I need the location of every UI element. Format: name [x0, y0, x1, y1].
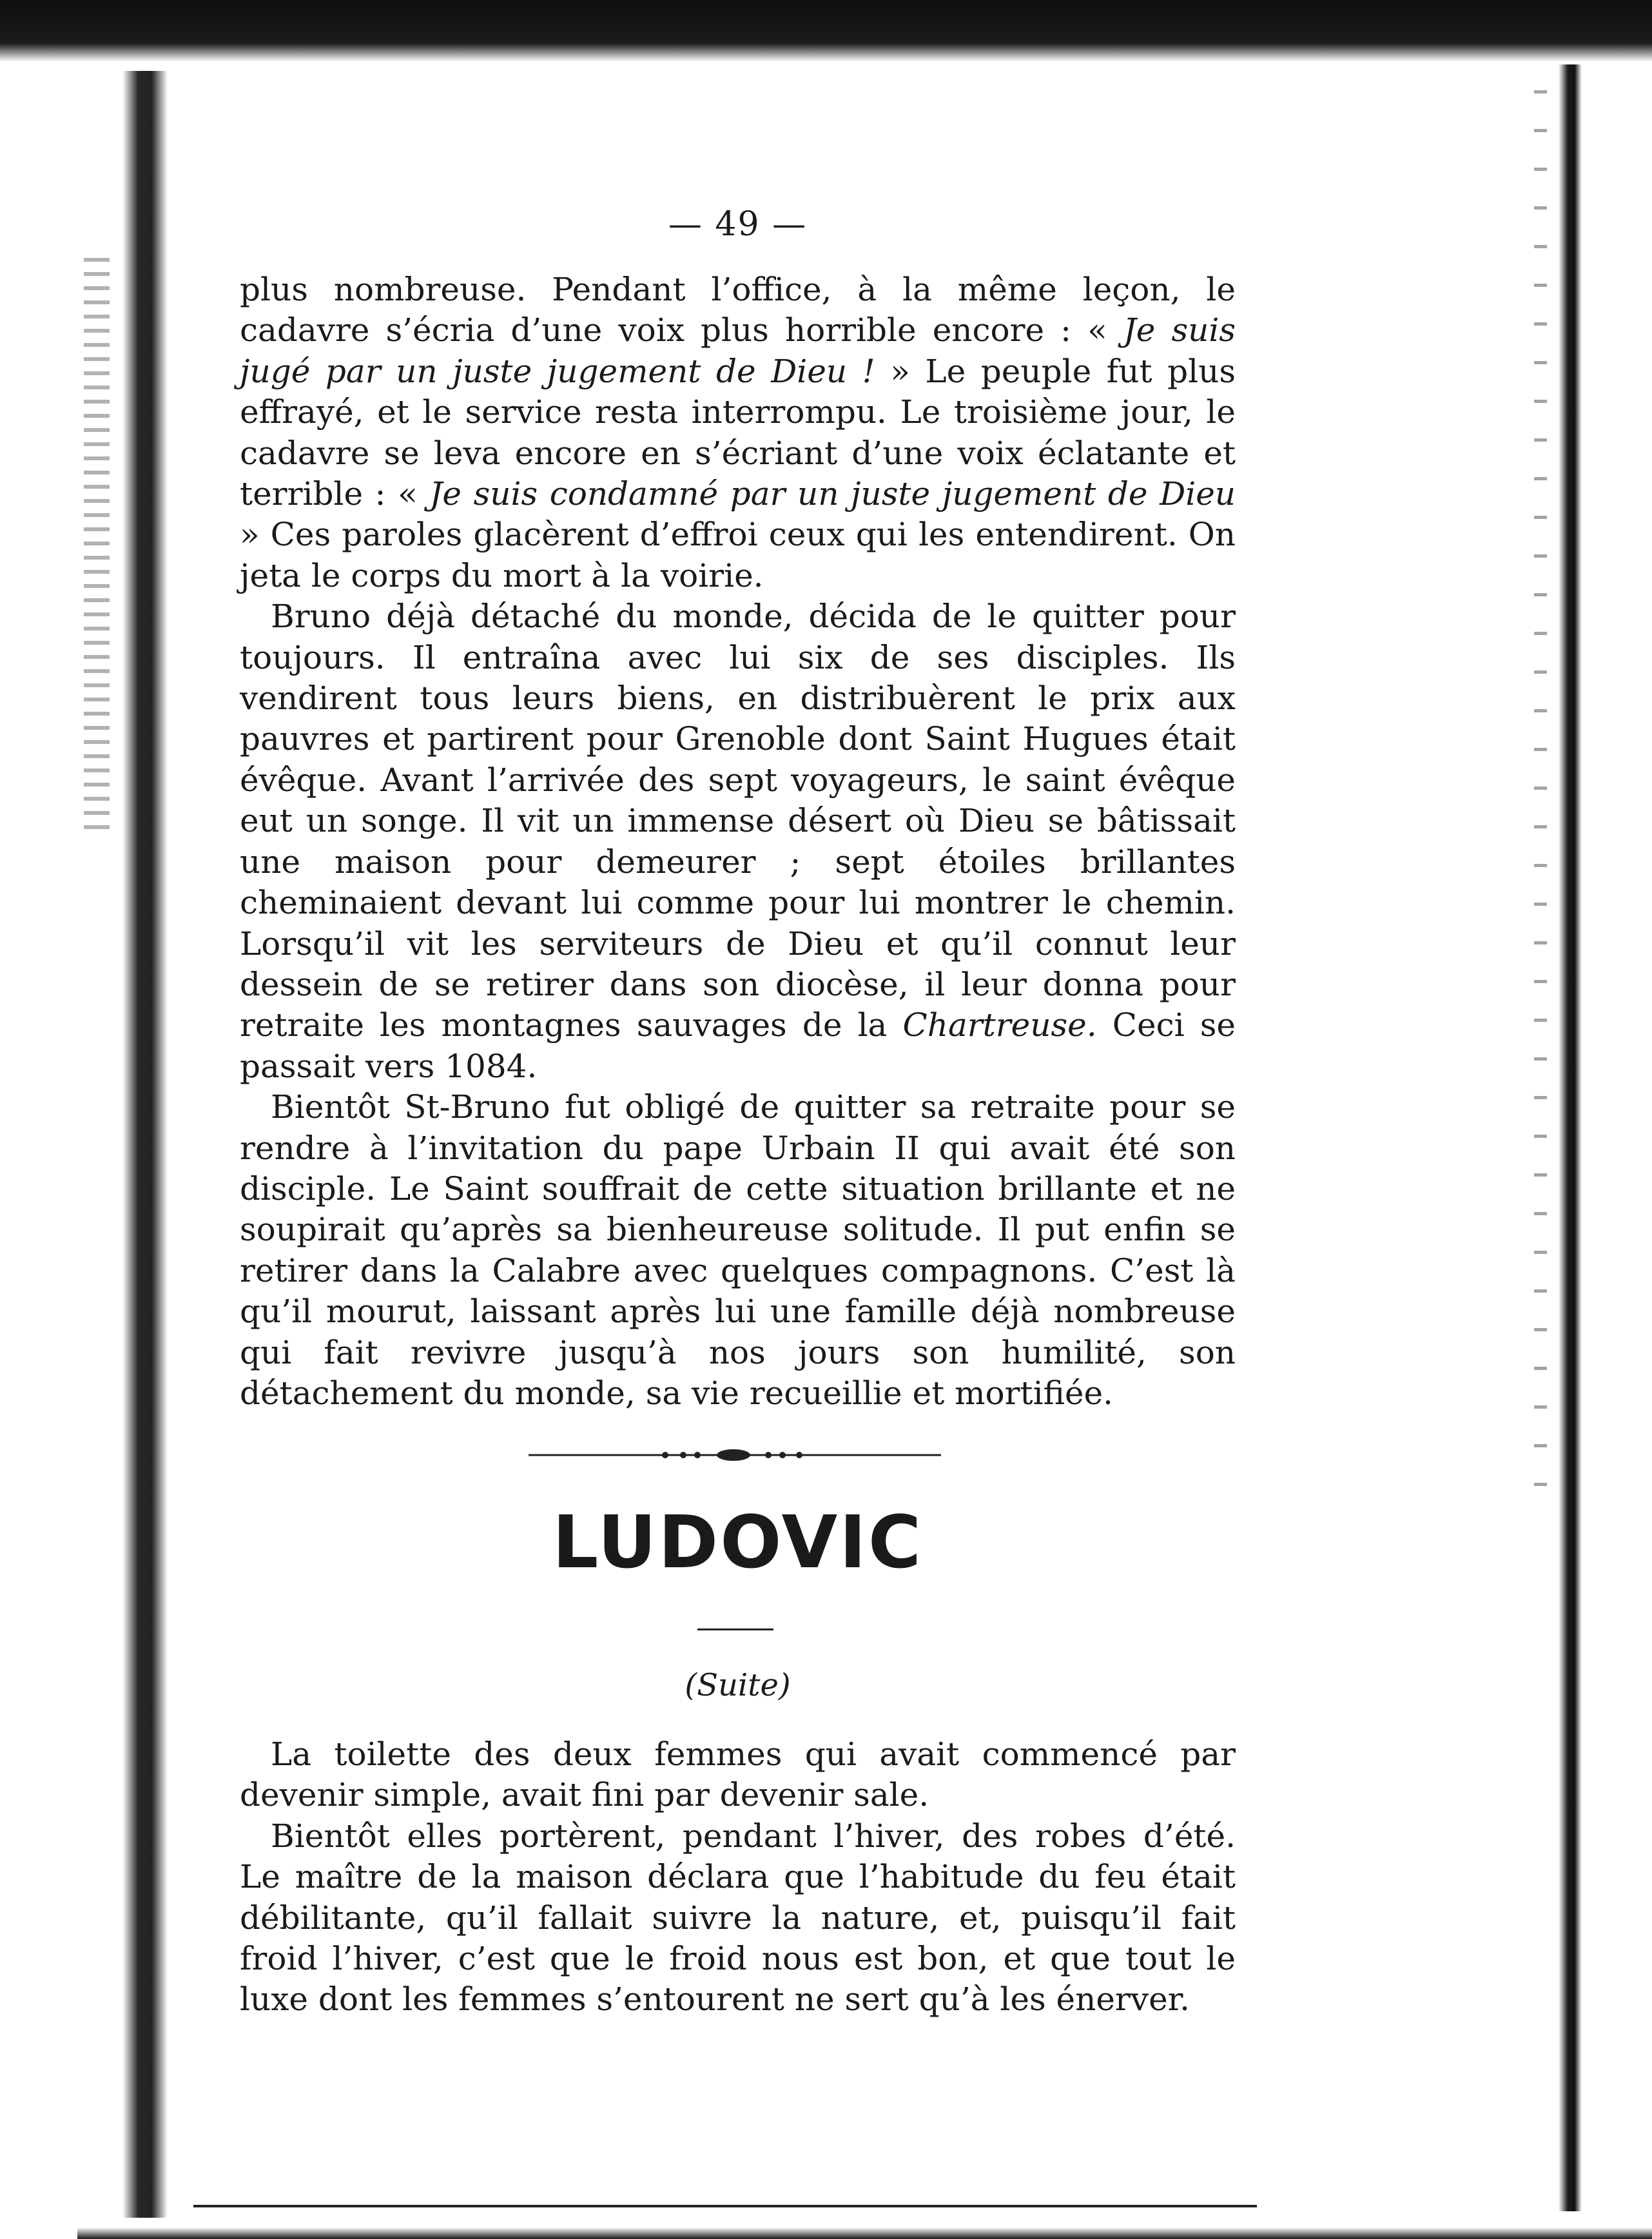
- paragraph: [240, 1087, 1236, 1414]
- text-segment: » Le peuple fut plus effrayé, et le service resta interrompu. Le troisième jour, le cadavre se leva encore en s’écriant d’une voix éclatante et terrible : «: [240, 352, 1236, 513]
- text-segment: Bientôt St-Bruno fut obligé de quitter sa retraite pour se rendre à l’invitation du pape Urbain II qui avait été son disciple. Le Saint souffrait de cette situation brillante et ne soupirait qu’après sa bienheureuse solitude. Il put enfin se retirer dans la Calabre avec quelques compagnons. C’est là qu’il mourut, laissant après lui une famille déjà nombreuse qui fait revivre jusqu’à nos jours son humilité, son détachement du monde, sa vie recueillie et mortifiée.: [240, 1088, 1236, 1412]
- scan-noise-left: [84, 258, 110, 838]
- scan-noise-right: [1534, 90, 1547, 1509]
- paragraph: [240, 1734, 1236, 1816]
- section-1-text: [240, 269, 1236, 1414]
- paragraph: [240, 1816, 1236, 2020]
- page-number: — 49 —: [668, 205, 808, 244]
- title-rule: [697, 1628, 773, 1630]
- chapter-title: LUDOVIC: [552, 1501, 924, 1585]
- text-segment: » Ces paroles glacèrent d’effroi ceux qui les entendirent. On jeta le corps du mort à la voirie.: [240, 516, 1236, 594]
- section-2-text: [240, 1734, 1236, 2020]
- text-segment: Bruno déjà détaché du monde, décida de le quitter pour toujours. Il entraîna avec lui six de ses disciples. Ils vendirent tous leurs biens, en distribuèrent le prix aux pauvres et partirent pour Grenoble dont Saint Hugues était évêque. Avant l’arrivée des sept voyageurs, le saint évêque eut un songe. Il vit un immense désert où Dieu se bâtissait une maison pour demeurer ; sept étoiles brillantes cheminaient devant lui comme pour lui montrer le chemin. Lorsqu’il vit les serviteurs de Dieu et qu’il connut leur dessein de se retirer dans son diocèse, il leur donna pour retraite les montagnes sauvages de la: [240, 598, 1236, 1044]
- italic-text: Je suis condamné par un juste jugement de Dieu: [429, 475, 1236, 513]
- chapter-subtitle: (Suite): [685, 1667, 791, 1703]
- section-ornament: [529, 1445, 941, 1465]
- scan-bottom-edge: [77, 2227, 1652, 2239]
- text-segment: La toilette des deux femmes qui avait commencé par devenir simple, avait fini par devenir sale.: [240, 1735, 1236, 1814]
- scan-binding-left: [122, 71, 168, 2218]
- paragraph: [240, 269, 1236, 596]
- italic-text: Chartreuse.: [902, 1006, 1097, 1044]
- italic-text: Je suis jugé par un juste jugement de Dieu !: [240, 311, 1236, 390]
- text-segment: Ceci se passait vers 1084.: [240, 1006, 1236, 1085]
- text-segment: Bientôt elles portèrent, pendant l’hiver, des robes d’été. Le maître de la maison déclara que l’habitude du feu était débilitante, qu’il fallait suivre la nature, et, puisqu’il fait froid l’hiver, c’est que le froid nous est bon, et que tout le luxe dont les femmes s’entourent ne sert qu’à les énerver.: [240, 1817, 1236, 2019]
- scan-bottom-rule: [193, 2205, 1257, 2207]
- text-segment: plus nombreuse. Pendant l’office, à la même leçon, le cadavre s’écria d’une voix plus horrible encore : «: [240, 271, 1236, 349]
- paragraph: [240, 596, 1236, 1087]
- scan-top-edge: [0, 0, 1652, 62]
- scan-binding-right: [1559, 64, 1582, 2211]
